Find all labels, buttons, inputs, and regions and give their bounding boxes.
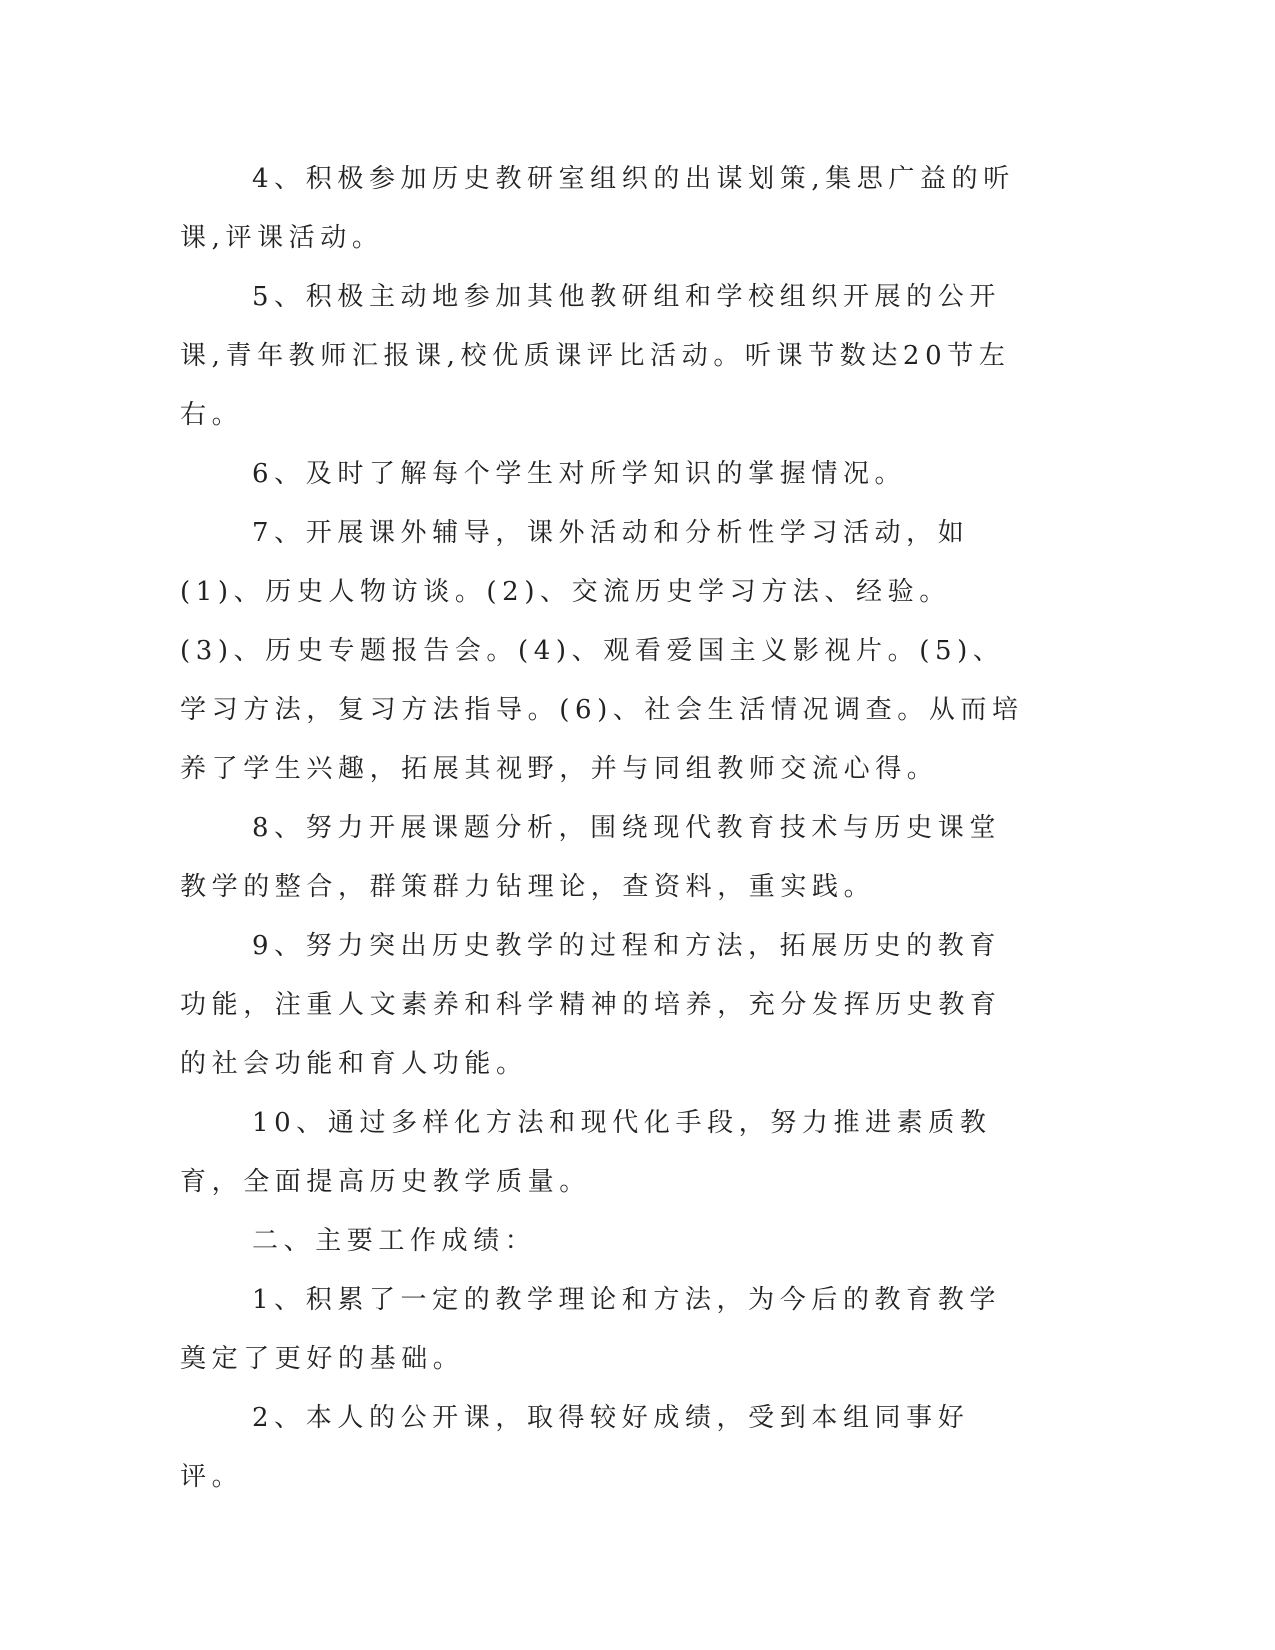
paragraph-item-9: 9、努力突出历史教学的过程和方法，拓展历史的教育功能，注重人文素养和科学精神的培养，充分发挥历史教育的社会功能和育人功能。 bbox=[180, 931, 1002, 1079]
paragraph-item-4: 4、积极参加历史教研室组织的出谋划策,集思广益的听课,评课活动。 bbox=[180, 164, 1015, 253]
document-body bbox=[180, 150, 1030, 1507]
paragraph-item-5: 5、积极主动地参加其他教研组和学校组织开展的公开课,青年教师汇报课,校优质课评比活动。听课节数达20节左右。 bbox=[180, 282, 1011, 430]
achievement-item-2: 2、本人的公开课，取得较好成绩，受到本组同事好评。 bbox=[180, 1403, 970, 1492]
paragraph-item-8: 8、努力开展课题分析，围绕现代教育技术与历史课堂教学的整合，群策群力钻理论，查资料，重实践。 bbox=[180, 813, 1001, 902]
paragraph-item-6: 6、及时了解每个学生对所学知识的掌握情况。 bbox=[252, 459, 907, 489]
achievement-item-1: 1、积累了一定的教学理论和方法，为今后的教育教学奠定了更好的基础。 bbox=[180, 1285, 1001, 1374]
paragraph-item-10: 10、通过多样化方法和现代化手段，努力推进素质教育，全面提高历史教学质量。 bbox=[180, 1108, 992, 1197]
section-heading-achievements: 二、主要工作成绩： bbox=[252, 1226, 537, 1256]
paragraph-item-7: 7、开展课外辅导，课外活动和分析性学习活动，如(1)、历史人物访谈。(2)、交流历史学习方法、经验。(3)、历史专题报告会。(4)、观看爱国主义影视片。(5)、学习方法，复习方法指导。(6)、社会生活情况调查。从而培养了学生兴趣，拓展其视野，并与同组教师交流心得。 bbox=[180, 518, 1024, 784]
